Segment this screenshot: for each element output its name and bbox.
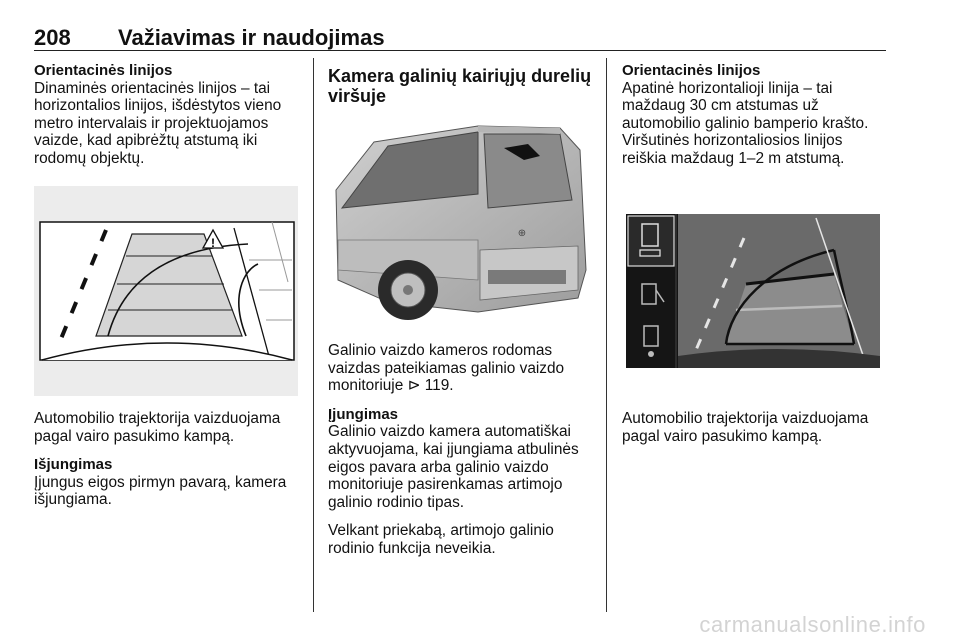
van-figure xyxy=(328,120,592,320)
paragraph: Velkant priekabą, artimojo galinio rodinio funkcija neveikia. xyxy=(328,522,554,557)
paragraph: Galinio vaizdo kamera automatiškai aktyvuojama, kai įjungiama atbulinės eigos pavara arba galinio vaizdo monitoriuje pasirenkamas artimojo galinio rodinio tipas. xyxy=(328,423,579,511)
subheading: Orientacinės linijos xyxy=(622,62,761,79)
column-1-lower xyxy=(34,410,302,520)
page-header xyxy=(34,22,886,52)
column-2-lower xyxy=(328,342,596,569)
guideline-figure xyxy=(34,186,298,396)
column-divider xyxy=(606,58,607,612)
figure-caption: Automobilio trajektorija vaizduojama pagal vairo pasukimo kampą. xyxy=(34,410,281,445)
figure-caption: Automobilio trajektorija vaizduojama pagal vairo pasukimo kampą. xyxy=(622,410,869,445)
column-3 xyxy=(622,62,890,179)
arrow-ref-icon: ⊳ xyxy=(407,377,421,395)
paragraph: Dinaminės orientacinės linijos – tai horizontalios linijos, išdėstytos vieno metro intervalais ir projektuojamos vaizde, kad apibrėžtų atstumą iki rodomų objektų. xyxy=(34,79,282,167)
subheading: Išjungimas xyxy=(34,456,113,474)
column-2 xyxy=(328,66,596,106)
svg-text:⊕: ⊕ xyxy=(517,228,527,239)
page-reference: 119. xyxy=(424,377,454,395)
paragraph: Įjungus eigos pirmyn pavarą, kamera išjungiama. xyxy=(34,473,287,509)
column-divider xyxy=(313,58,314,612)
rear-camera-screen-figure xyxy=(626,214,880,368)
section-heading: Kamera galinių kairiųjų durelių viršuje xyxy=(328,66,592,106)
column-1 xyxy=(34,62,302,179)
running-title: Važiavimas ir naudojimas xyxy=(118,25,385,50)
paragraph-text: Galinio vaizdo kameros rodomas vaizdas pateikiamas galinio vaizdo monitoriuje xyxy=(328,342,565,395)
page-number: 208 xyxy=(34,25,71,50)
subheading: Orientacinės linijos xyxy=(34,62,173,79)
paragraph: Apatinė horizontalioji linija – tai maždaug 30 cm atstumas už automobilio galinio bamperio krašto. Viršutinės horizontaliosios linijos reiškia maždaug 1–2 m atstumą. xyxy=(622,79,869,167)
svg-text:!: ! xyxy=(211,236,215,250)
paragraph xyxy=(328,342,596,395)
header-rule xyxy=(34,50,886,51)
column-3-lower xyxy=(622,410,890,456)
subheading: Įjungimas xyxy=(328,405,399,423)
watermark: carmanualsonline.info xyxy=(699,612,926,637)
